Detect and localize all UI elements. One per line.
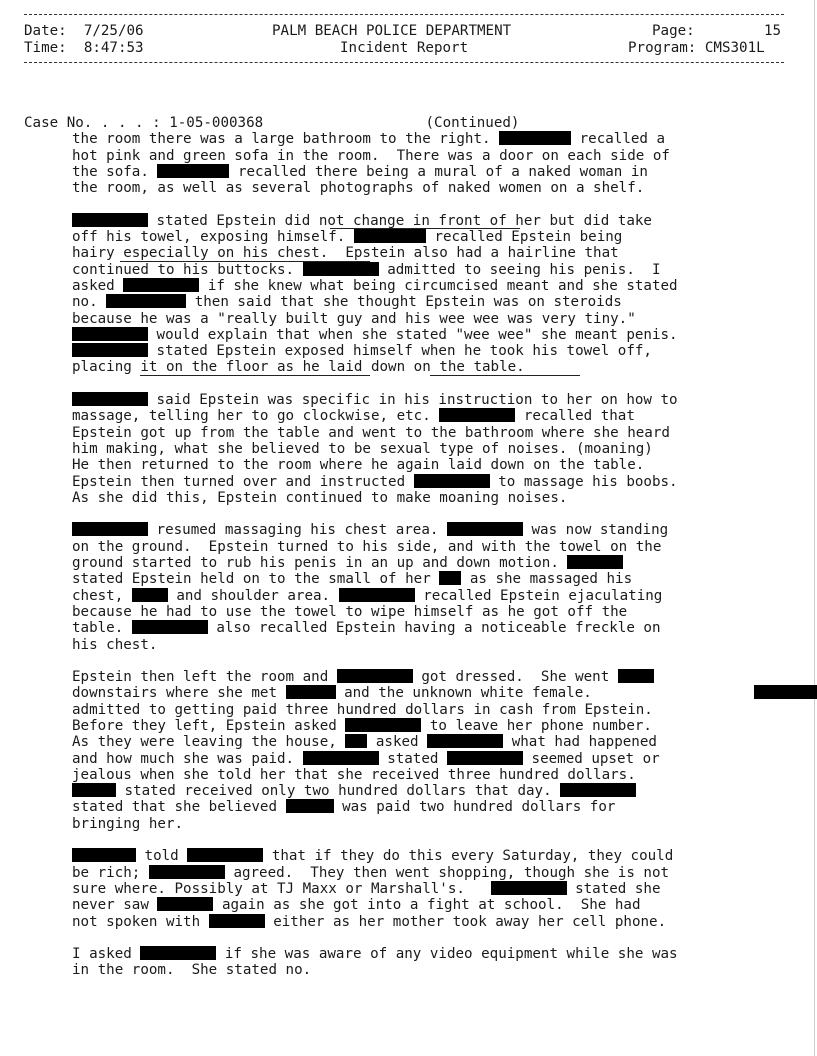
text-line: I asked if she was aware of any video equipment while she was [72,946,678,963]
text-line: be rich; agreed. They then went shopping, though she is not [72,864,670,881]
text-line: not spoken with either as her mother took away her cell phone. [72,913,667,930]
text-line: hot pink and green sofa in the room. There was a door on each side of [72,147,670,164]
case-line [24,115,794,131]
text-line: said Epstein was specific in his instruction to her on how to [24,392,794,408]
text-line: chest, and shoulder area. recalled Epstein ejaculating [72,587,663,604]
continued-marker: (Continued) [425,115,520,131]
page-edge [814,0,815,1056]
text-line: continued to his buttocks. admitted to seeing his penis. I [72,261,661,278]
text-line: because he had to use the towel to wipe himself as he got off the [72,603,628,620]
redaction [149,865,225,879]
date-value: 7/25/06 [83,23,144,39]
redaction [286,685,336,699]
redaction [72,392,148,406]
redaction [337,669,413,683]
redaction [618,669,654,683]
text-line: because he was a "really built guy and his wee wee was very tiny." [72,310,636,327]
text-line: Epstein then turned over and instructed to massage his boobs. [72,473,678,490]
redaction [132,588,168,602]
text-line: jealous when she told her that she received three hundred dollars. [72,766,636,783]
department-name: PALM BEACH POLICE DEPARTMENT [272,23,512,39]
case-number: 1-05-000368 [169,115,264,131]
text-line: stated Epstein exposed himself when he took his towel off, [24,343,794,359]
redaction [439,408,515,422]
redaction [414,474,490,488]
redaction [439,571,461,585]
text-line: Epstein then left the room and got dressed. She went [24,669,794,685]
redaction [303,262,379,276]
redaction [754,685,817,699]
text-line: and how much she was paid. stated seemed upset or [72,750,660,767]
redaction [339,588,415,602]
text-line: no. then said that she thought Epstein was on steroids [72,294,622,311]
text-line: hairy especially on his chest. Epstein also had a hairline that [72,245,619,262]
text-line: resumed massaging his chest area. was now standing [24,522,794,538]
text-line: Before they left, Epstein asked to leave her phone number. [72,717,652,734]
pen-underline [140,375,370,376]
text-line: massage, telling her to go clockwise, etc. recalled that [72,408,635,425]
text-line: his chest. [72,636,158,653]
header-top-rule [24,14,784,15]
program-label: Program: [628,40,697,56]
redaction [72,327,148,341]
redaction [72,343,148,357]
program-value: CMS301L [704,40,765,56]
text-line: As they were leaving the house, asked what had happened [72,734,657,751]
redaction [447,522,523,536]
text-line: off his towel, exposing himself. recalled Epstein being [72,229,623,246]
text-line: in the room. She stated no. [72,962,312,979]
text-line: He then returned to the room where he again laid down on the table. [72,457,645,474]
text-line: never saw again as she got into a fight at school. She had [72,897,641,914]
text-line: downstairs where she met and the unknown white female. [24,685,794,701]
text-line: As she did this, Epstein continued to make moaning noises. [72,489,568,506]
redaction [560,783,636,797]
redaction [106,294,186,308]
text-line: ground started to rub his penis in an up and down motion. [24,555,794,571]
text-line: admitted to getting paid three hundred dollars in cash from Epstein. [72,701,653,718]
time-line [24,40,144,57]
redaction [72,522,148,536]
text-line: sure where. Possibly at TJ Maxx or Marshall's. stated she [72,880,661,897]
program-line [628,40,765,57]
text-line: would explain that when she stated "wee wee" she meant penis. [24,327,794,343]
page-number: 15 [764,23,782,39]
time-value: 8:47:53 [83,40,144,56]
text-line: stated that she believed was paid two hundred dollars for [72,799,616,816]
pen-underline [120,261,370,262]
redaction [345,734,367,748]
page-label: Page: [652,23,695,39]
text-line: bringing her. [72,815,184,832]
redaction [427,734,503,748]
redaction [72,783,116,797]
text-line: stated Epstein held on to the small of her as she massaged his [72,571,633,588]
redaction [567,555,623,569]
redaction [286,799,334,813]
redaction [187,848,263,862]
time-label: Time: [24,40,67,56]
date-label: Date: [24,23,67,39]
redaction [72,848,136,862]
text-line: him making, what she believed to be sexual type of noises. (moaning) [72,440,653,457]
report-type: Incident Report [340,40,469,56]
text-line: the sofa. recalled there being a mural of a naked woman in [72,163,648,180]
redaction [447,751,523,765]
redaction [209,914,265,928]
text-line: stated received only two hundred dollars that day. [24,783,794,799]
text-line: table. also recalled Epstein having a noticeable freckle on [72,620,661,637]
redaction [123,278,199,292]
text-line: stated Epstein did not change in front of her but did take [24,213,794,229]
redaction [354,229,426,243]
redaction [157,164,229,178]
redaction [132,620,208,634]
pen-underline [430,375,580,376]
text-line: placing it on the floor as he laid down on the table. [72,359,525,376]
text-line: on the ground. Epstein turned to his side, and with the towel on the [72,538,662,555]
date-line [24,23,144,40]
text-line: Epstein got up from the table and went to the bathroom where she heard [72,424,670,441]
redaction [72,213,148,227]
text-line: the room, as well as several photographs of naked women on a shelf. [72,180,645,197]
redaction [157,897,213,911]
text-line: the room there was a large bathroom to the right. recalled a [72,131,666,148]
header-bottom-rule [24,62,784,63]
text-line: told that if they do this every Saturday, they could [24,848,794,864]
case-label: Case No. . . . : [24,115,161,131]
report-body [24,115,794,979]
redaction [303,751,379,765]
redaction [491,881,567,895]
redaction [499,131,571,145]
redaction [140,946,216,960]
redaction [345,718,421,732]
text-line: asked if she knew what being circumcised meant and she stated [72,277,678,294]
pen-underline [330,228,520,229]
